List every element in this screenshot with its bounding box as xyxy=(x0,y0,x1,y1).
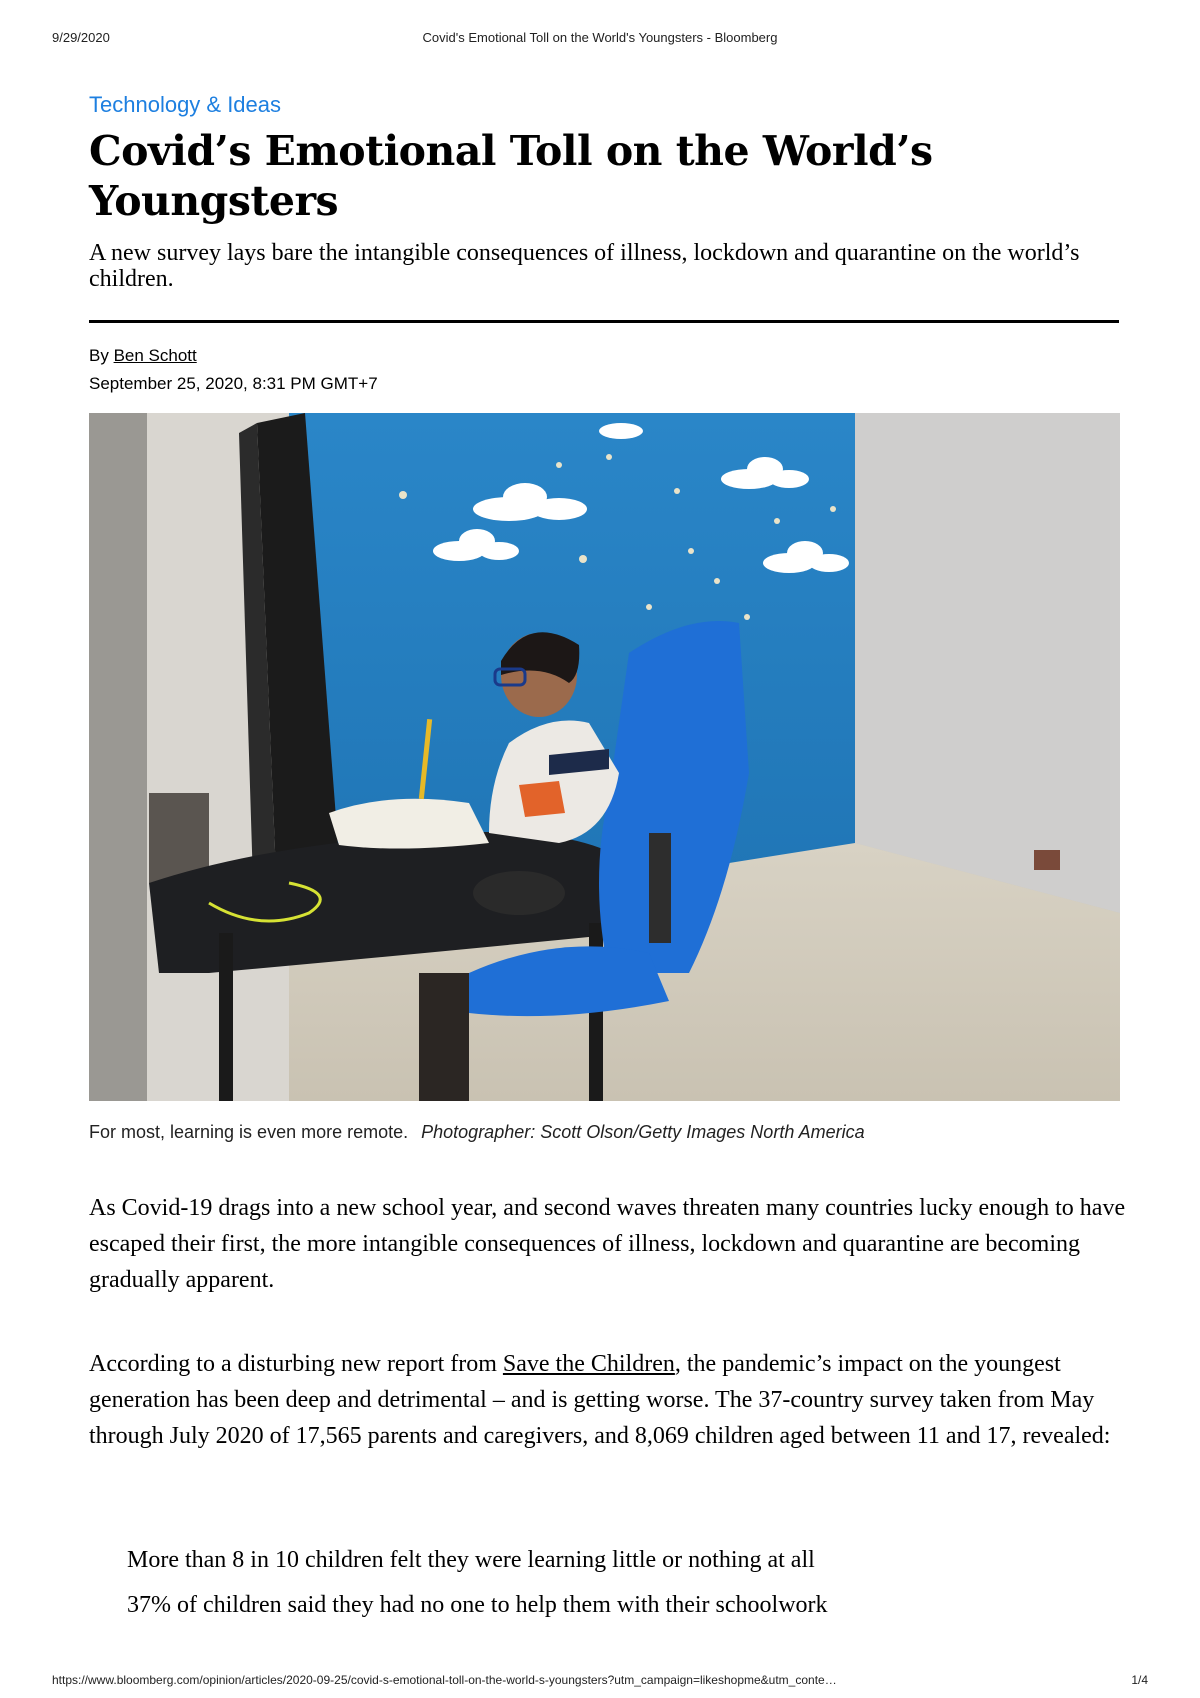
section-link[interactable]: Technology & Ideas xyxy=(89,92,282,117)
paragraph-2-rest: , the pandemic’s impact on the youngest generation has been deep and detrimental – and is getting worse. The 37-country survey taken from May through July 2020 of 17,565 parents and caregivers, and 8,069 children aged between 11 and 17, revealed: xyxy=(89,1351,1111,1449)
photo-illustration xyxy=(89,413,1120,1101)
print-header-date: 9/29/2020 xyxy=(52,30,110,45)
byline-prefix: By xyxy=(89,346,109,365)
paragraph-2 xyxy=(89,1346,1139,1454)
photo-caption xyxy=(89,1122,865,1143)
divider xyxy=(89,320,1119,323)
save-the-children-link[interactable]: Save the Children xyxy=(502,1351,675,1377)
caption-text: For most, learning is even more remote. xyxy=(89,1122,409,1142)
article-photo xyxy=(89,413,1120,1101)
author-link[interactable]: Ben Schott xyxy=(113,346,197,365)
dek: A new survey lays bare the intangible consequences of illness, lockdown and quarantine on the world’s children. xyxy=(89,240,1080,292)
findings-list xyxy=(127,1542,828,1632)
print-footer-url: https://www.bloomberg.com/opinion/articles/2020-09-25/covid-s-emotional-toll-on-the-world-s-youngsters?utm_campaign=likeshopme&utm_conte… xyxy=(52,1673,837,1687)
paragraph-1: As Covid-19 drags into a new school year, and second waves threaten many countries lucky enough to have escaped their first, the more intangible consequences of illness, lockdown and quarantine are becoming gradually apparent. xyxy=(89,1195,1126,1293)
photo-credit: Photographer: Scott Olson/Getty Images North America xyxy=(421,1122,865,1142)
list-item: More than 8 in 10 children felt they were learning little or nothing at all xyxy=(127,1547,815,1573)
byline xyxy=(89,346,197,366)
headline: Covid’s Emotional Toll on the World’s Youngsters xyxy=(89,127,933,225)
list-item: 37% of children said they had no one to help them with their schoolwork xyxy=(127,1592,828,1618)
paragraph-2-lead: According to a disturbing new report from xyxy=(89,1351,503,1377)
print-header-title: Covid's Emotional Toll on the World's Youngsters - Bloomberg xyxy=(422,30,778,45)
publish-date: September 25, 2020, 8:31 PM GMT+7 xyxy=(89,374,378,393)
print-footer-page: 1/4 xyxy=(1131,1673,1148,1687)
